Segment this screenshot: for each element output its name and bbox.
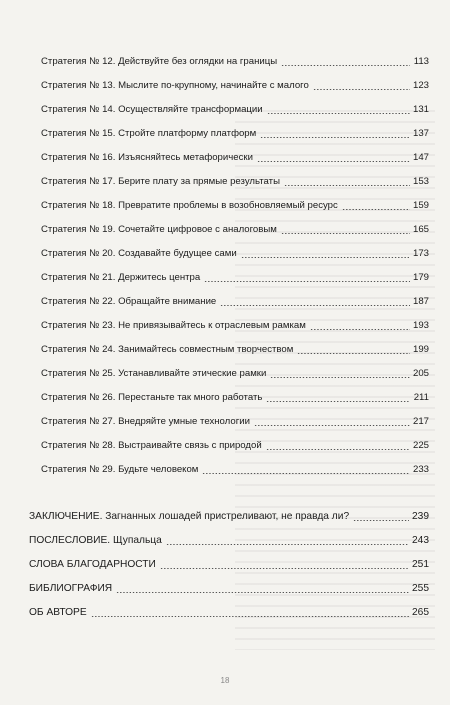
toc-section-page: 255 bbox=[412, 583, 429, 594]
dot-leader bbox=[267, 113, 410, 114]
toc-section bbox=[29, 605, 429, 619]
dot-leader bbox=[342, 209, 410, 210]
toc-entry-page: 165 bbox=[412, 224, 429, 235]
dot-leader bbox=[266, 449, 410, 450]
toc-entry bbox=[41, 198, 429, 212]
toc-section bbox=[29, 533, 429, 547]
toc-entry-title: Стратегия № 23. Не привязывайтесь к отраслевым рамкам bbox=[41, 320, 306, 331]
toc-entry-page: 211 bbox=[413, 392, 429, 403]
toc-entry bbox=[41, 126, 429, 140]
dot-leader bbox=[270, 377, 410, 378]
toc-entry-page: 187 bbox=[412, 296, 429, 307]
dot-leader bbox=[241, 257, 410, 258]
toc-section-title: ПОСЛЕСЛОВИЕ. Щупальца bbox=[29, 535, 162, 546]
toc-section-page: 265 bbox=[412, 607, 429, 618]
dot-leader bbox=[284, 185, 410, 186]
toc-entry bbox=[41, 102, 429, 116]
dot-leader bbox=[116, 592, 409, 593]
toc-entry-title: Стратегия № 29. Будьте человеком bbox=[41, 464, 199, 475]
toc-section bbox=[29, 509, 429, 523]
toc-entry bbox=[41, 222, 429, 236]
dot-leader bbox=[313, 89, 410, 90]
toc-entry-page: 193 bbox=[412, 320, 429, 331]
dot-leader bbox=[202, 473, 410, 474]
toc-entry-page: 131 bbox=[412, 104, 429, 115]
toc-entry-title: Стратегия № 26. Перестаньте так много работать bbox=[41, 392, 263, 403]
dot-leader bbox=[297, 353, 410, 354]
toc-entry-page: 113 bbox=[413, 56, 429, 67]
dot-leader bbox=[220, 305, 410, 306]
toc-section-title: ЗАКЛЮЧЕНИЕ. Загнанных лошадей пристреливают, не правда ли? bbox=[29, 511, 350, 522]
toc-section-page: 239 bbox=[412, 511, 429, 522]
toc-entry-page: 225 bbox=[412, 440, 429, 451]
toc-entry bbox=[41, 174, 429, 188]
toc-entry-title: Стратегия № 19. Сочетайте цифровое с аналоговым bbox=[41, 224, 277, 235]
dot-leader bbox=[281, 65, 410, 66]
toc-section bbox=[29, 581, 429, 595]
toc-section-title: ОБ АВТОРЕ bbox=[29, 607, 87, 618]
toc-entry-page: 217 bbox=[412, 416, 429, 427]
dot-leader bbox=[310, 329, 410, 330]
toc-entry bbox=[41, 342, 429, 356]
toc-entry-title: Стратегия № 17. Берите плату за прямые результаты bbox=[41, 176, 280, 187]
toc-entry-page: 179 bbox=[412, 272, 429, 283]
toc-section-page: 243 bbox=[412, 535, 429, 546]
dot-leader bbox=[166, 544, 409, 545]
toc-entry bbox=[41, 462, 429, 476]
dot-leader bbox=[353, 520, 409, 521]
toc-entry-title: Стратегия № 14. Осуществляйте трансформации bbox=[41, 104, 263, 115]
toc-entry-title: Стратегия № 13. Мыслите по-крупному, начинайте с малого bbox=[41, 80, 309, 91]
toc-section-title: БИБЛИОГРАФИЯ bbox=[29, 583, 113, 594]
toc-entry-title: Стратегия № 12. Действуйте без оглядки на границы bbox=[41, 56, 278, 67]
toc-section bbox=[29, 557, 429, 571]
dot-leader bbox=[91, 616, 409, 617]
toc-entry-page: 123 bbox=[412, 80, 429, 91]
toc-entry bbox=[41, 54, 429, 68]
toc-entry-title: Стратегия № 18. Превратите проблемы в возобновляемый ресурс bbox=[41, 200, 338, 211]
dot-leader bbox=[260, 137, 410, 138]
toc-entry bbox=[41, 78, 429, 92]
toc-entry-page: 173 bbox=[412, 248, 429, 259]
toc-entry-page: 147 bbox=[412, 152, 429, 163]
toc-entry-page: 199 bbox=[412, 344, 429, 355]
toc-entry bbox=[41, 366, 429, 380]
toc-entry-title: Стратегия № 22. Обращайте внимание bbox=[41, 296, 217, 307]
dot-leader bbox=[160, 568, 409, 569]
toc-entry-page: 137 bbox=[412, 128, 429, 139]
page-number: 18 bbox=[220, 676, 230, 685]
toc-entry bbox=[41, 438, 429, 452]
toc-entry bbox=[41, 414, 429, 428]
dot-leader bbox=[254, 425, 410, 426]
toc-entry-page: 205 bbox=[412, 368, 429, 379]
toc-entry-title: Стратегия № 25. Устанавливайте этические рамки bbox=[41, 368, 267, 379]
dot-leader bbox=[257, 161, 410, 162]
toc-entry bbox=[41, 150, 429, 164]
toc-section-title: СЛОВА БЛАГОДАРНОСТИ bbox=[29, 559, 156, 570]
toc-entry-title: Стратегия № 21. Держитесь центра bbox=[41, 272, 201, 283]
toc-entry bbox=[41, 294, 429, 308]
toc-entry-title: Стратегия № 15. Стройте платформу платформ bbox=[41, 128, 257, 139]
toc-entry-title: Стратегия № 27. Внедряйте умные технологии bbox=[41, 416, 250, 427]
toc-entry bbox=[41, 318, 429, 332]
toc-entry bbox=[41, 390, 429, 404]
toc-entry-page: 159 bbox=[412, 200, 429, 211]
dot-leader bbox=[281, 233, 410, 234]
toc-entry-title: Стратегия № 24. Занимайтесь совместным творчеством bbox=[41, 344, 294, 355]
toc-entry-title: Стратегия № 28. Выстраивайте связь с природой bbox=[41, 440, 262, 451]
toc-section-page: 251 bbox=[412, 559, 429, 570]
dot-leader bbox=[204, 281, 410, 282]
toc-entry bbox=[41, 246, 429, 260]
toc-entry-title: Стратегия № 16. Изъясняйтесь метафорически bbox=[41, 152, 253, 163]
toc-entry bbox=[41, 270, 429, 284]
toc-entry-page: 233 bbox=[412, 464, 429, 475]
dot-leader bbox=[266, 401, 410, 402]
toc-entry-page: 153 bbox=[412, 176, 429, 187]
toc-entry-title: Стратегия № 20. Создавайте будущее сами bbox=[41, 248, 237, 259]
